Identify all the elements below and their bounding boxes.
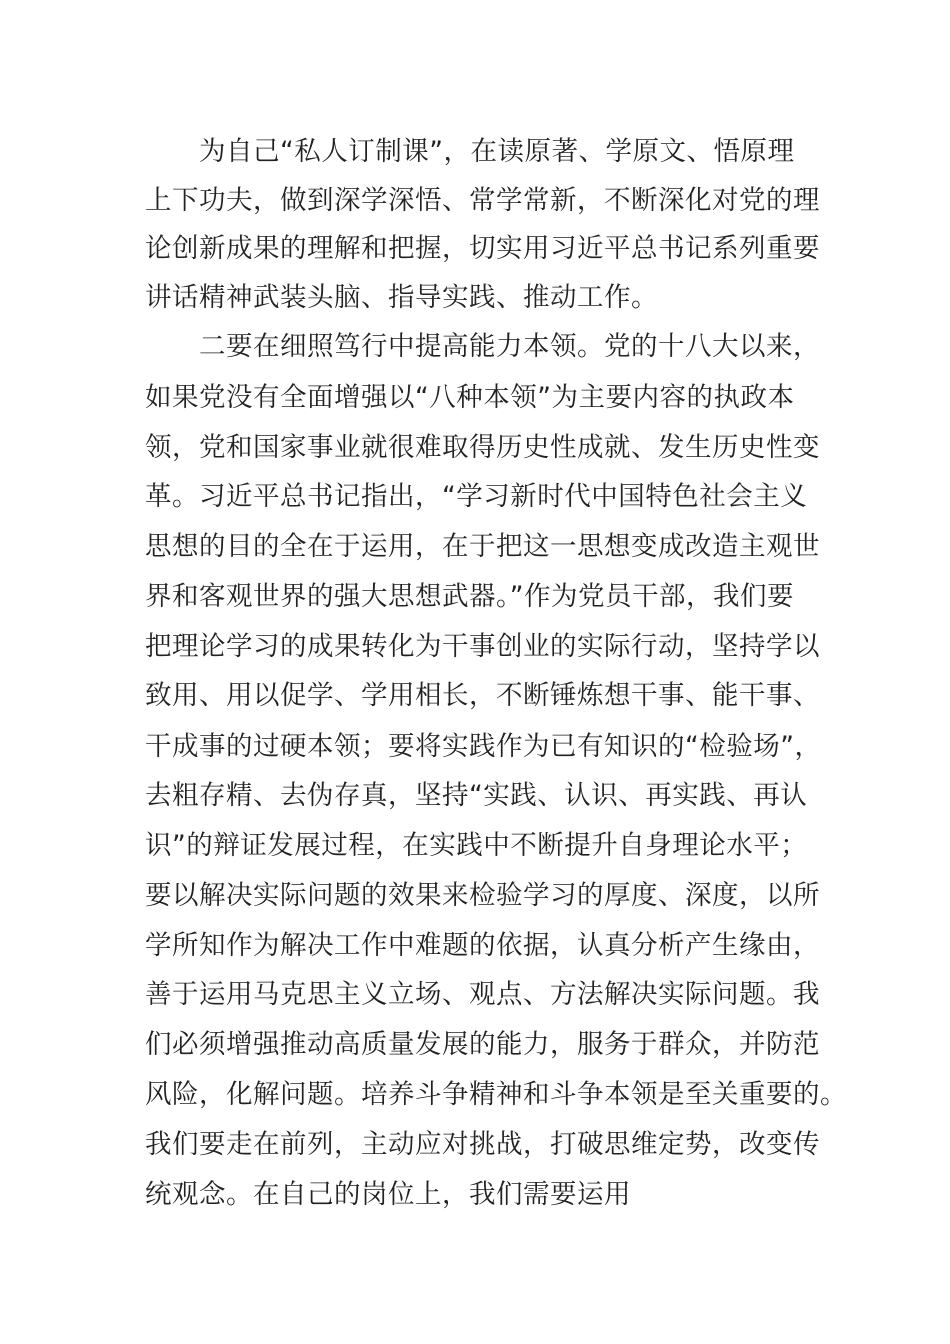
paragraph-line-15: 识”的辩证发展过程，在实践中不断提升自身理论水平；: [145, 830, 808, 861]
paragraph-line-1: 为自己“私人订制课”，在读原著、学原文、悟原理: [199, 136, 795, 167]
paragraph-line-12: 致用、用以促学、学用相长，不断锤炼想干事、能干事、: [145, 680, 820, 711]
paragraph-line-19: 们必须增强推动高质量发展的能力，服务于群众，并防范: [145, 1029, 820, 1060]
paragraph-line-5: 二要在细照笃行中提高能力本领。党的十八大以来，: [199, 331, 820, 362]
paragraph-line-13: 干成事的过硬本领；要将实践作为已有知识的“检验场”，: [145, 731, 822, 762]
paragraph-line-10: 界和客观世界的强大思想武器。”作为党员干部，我们要: [145, 581, 794, 612]
paragraph-line-21: 我们要走在前列，主动应对挑战，打破思维定势，改变传: [145, 1129, 820, 1160]
paragraph-line-6: 如果党没有全面增强以“八种本领”为主要内容的执政本: [145, 382, 795, 413]
paragraph-line-9: 思想的目的全在于运用，在于把这一思想变成改造主观世: [145, 531, 820, 562]
paragraph-line-17: 学所知作为解决工作中难题的依据，认真分析产生缘由，: [145, 930, 820, 961]
paragraph-line-18: 善于运用马克思主义立场、观点、方法解决实际问题。我: [145, 979, 820, 1010]
paragraph-line-4: 讲话精神武装头脑、指导实践、推动工作。: [145, 282, 658, 313]
paragraph-line-11: 把理论学习的成果转化为干事创业的实际行动，坚持学以: [145, 631, 820, 662]
paragraph-line-14: 去粗存精、去伪存真，坚持“实践、认识、再实践、再认: [145, 780, 808, 811]
paragraph-line-7: 领，党和国家事业就很难取得历史性成就、发生历史性变: [145, 432, 820, 463]
paragraph-line-22: 统观念。在自己的岗位上，我们需要运用: [145, 1179, 631, 1210]
paragraph-line-8: 革。习近平总书记指出，“学习新时代中国特色社会主义: [145, 481, 808, 512]
paragraph-line-16: 要以解决实际问题的效果来检验学习的厚度、深度，以所: [145, 880, 820, 911]
paragraph-line-20: 风险，化解问题。培养斗争精神和斗争本领是至关重要的。: [145, 1079, 847, 1110]
paragraph-line-2: 上下功夫，做到深学深悟、常学常新，不断深化对党的理: [145, 185, 820, 216]
paragraph-line-3: 论创新成果的理解和把握，切实用习近平总书记系列重要: [145, 233, 820, 264]
